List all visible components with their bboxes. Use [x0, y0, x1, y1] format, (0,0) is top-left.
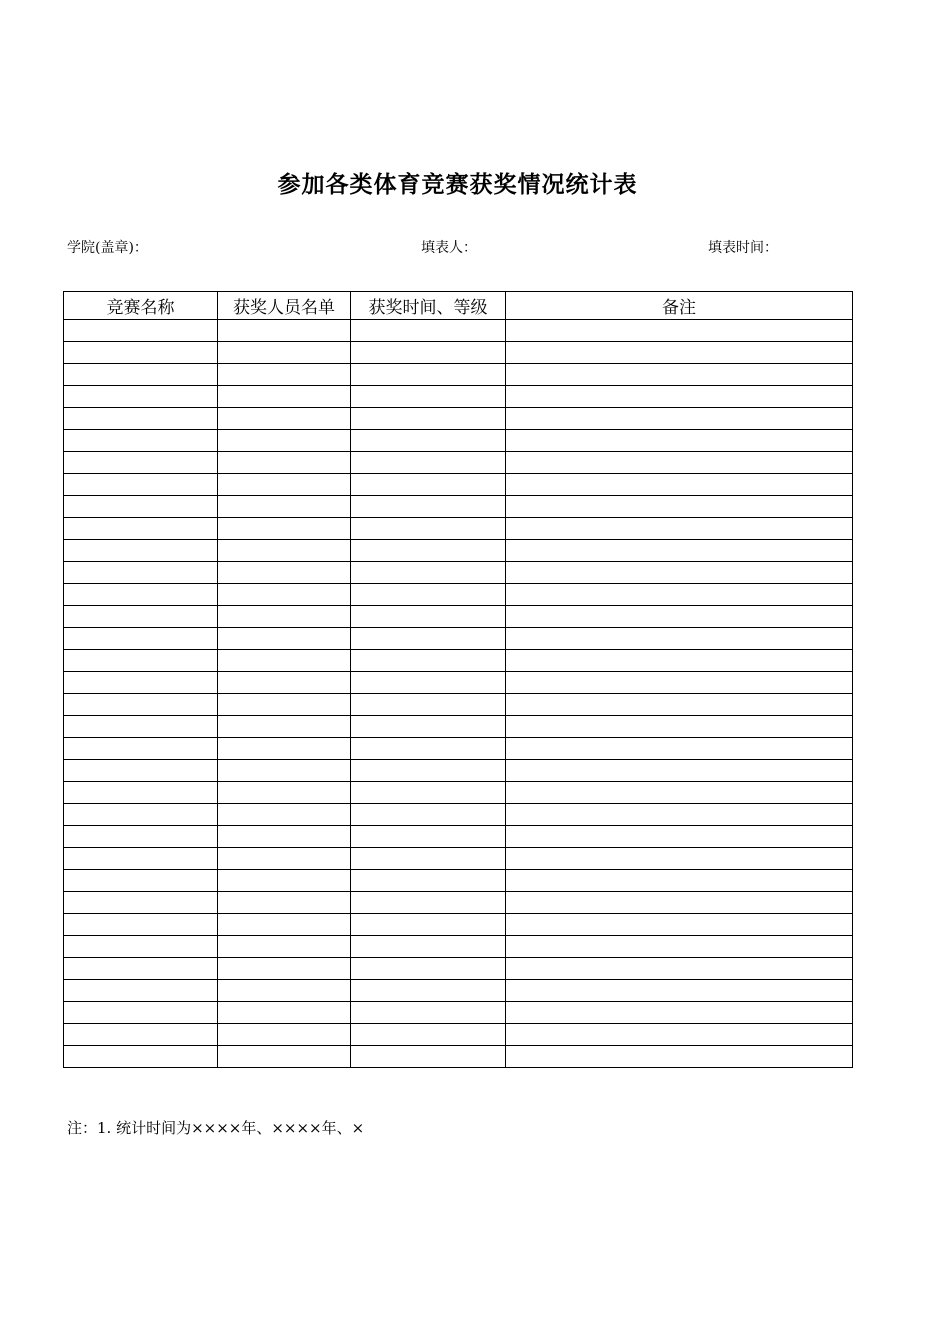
- cell-award-time-level[interactable]: [351, 650, 506, 672]
- cell-winner-list[interactable]: [218, 628, 351, 650]
- cell-winner-list[interactable]: [218, 892, 351, 914]
- cell-winner-list[interactable]: [218, 364, 351, 386]
- cell-competition-name[interactable]: [64, 386, 218, 408]
- cell-competition-name[interactable]: [64, 474, 218, 496]
- table-row: [64, 1024, 853, 1046]
- cell-competition-name[interactable]: [64, 738, 218, 760]
- cell-competition-name[interactable]: [64, 408, 218, 430]
- table-row: [64, 364, 853, 386]
- table-row: [64, 936, 853, 958]
- table-row: [64, 342, 853, 364]
- cell-competition-name[interactable]: [64, 650, 218, 672]
- cell-award-time-level[interactable]: [351, 628, 506, 650]
- table-row: [64, 980, 853, 1002]
- cell-remarks[interactable]: [506, 584, 853, 606]
- cell-remarks[interactable]: [506, 980, 853, 1002]
- cell-award-time-level[interactable]: [351, 562, 506, 584]
- cell-competition-name[interactable]: [64, 430, 218, 452]
- cell-award-time-level[interactable]: [351, 782, 506, 804]
- table-row: [64, 892, 853, 914]
- cell-award-time-level[interactable]: [351, 386, 506, 408]
- cell-winner-list[interactable]: [218, 672, 351, 694]
- table-row: [64, 826, 853, 848]
- cell-competition-name[interactable]: [64, 716, 218, 738]
- cell-remarks[interactable]: [506, 650, 853, 672]
- cell-remarks[interactable]: [506, 408, 853, 430]
- table-row: [64, 496, 853, 518]
- cell-winner-list[interactable]: [218, 452, 351, 474]
- cell-remarks[interactable]: [506, 1002, 853, 1024]
- award-statistics-table: [63, 291, 853, 1068]
- cell-winner-list[interactable]: [218, 320, 351, 342]
- cell-award-time-level[interactable]: [351, 364, 506, 386]
- header-remarks: 备注: [506, 292, 853, 320]
- cell-competition-name[interactable]: [64, 518, 218, 540]
- table-row: [64, 408, 853, 430]
- table-row: [64, 562, 853, 584]
- cell-remarks[interactable]: [506, 672, 853, 694]
- table-row: [64, 672, 853, 694]
- cell-competition-name[interactable]: [64, 496, 218, 518]
- cell-remarks[interactable]: [506, 1046, 853, 1068]
- cell-winner-list[interactable]: [218, 584, 351, 606]
- cell-award-time-level[interactable]: [351, 694, 506, 716]
- cell-competition-name[interactable]: [64, 342, 218, 364]
- cell-award-time-level[interactable]: [351, 452, 506, 474]
- cell-award-time-level[interactable]: [351, 980, 506, 1002]
- cell-winner-list[interactable]: [218, 430, 351, 452]
- table-row: [64, 474, 853, 496]
- cell-winner-list[interactable]: [218, 1024, 351, 1046]
- cell-competition-name[interactable]: [64, 584, 218, 606]
- cell-remarks[interactable]: [506, 804, 853, 826]
- cell-remarks[interactable]: [506, 518, 853, 540]
- table-row: [64, 650, 853, 672]
- fill-date-label: 填表时间：: [708, 240, 778, 256]
- cell-winner-list[interactable]: [218, 540, 351, 562]
- cell-winner-list[interactable]: [218, 804, 351, 826]
- cell-award-time-level[interactable]: [351, 540, 506, 562]
- table-header-row: [64, 292, 853, 320]
- cell-remarks[interactable]: [506, 540, 853, 562]
- cell-award-time-level[interactable]: [351, 672, 506, 694]
- cell-award-time-level[interactable]: [351, 826, 506, 848]
- cell-winner-list[interactable]: [218, 826, 351, 848]
- cell-award-time-level[interactable]: [351, 936, 506, 958]
- cell-winner-list[interactable]: [218, 958, 351, 980]
- cell-winner-list[interactable]: [218, 562, 351, 584]
- cell-remarks[interactable]: [506, 870, 853, 892]
- cell-winner-list[interactable]: [218, 980, 351, 1002]
- cell-competition-name[interactable]: [64, 562, 218, 584]
- cell-competition-name[interactable]: [64, 320, 218, 342]
- cell-remarks[interactable]: [506, 364, 853, 386]
- table-row: [64, 716, 853, 738]
- cell-competition-name[interactable]: [64, 628, 218, 650]
- table-row: [64, 958, 853, 980]
- cell-award-time-level[interactable]: [351, 870, 506, 892]
- cell-winner-list[interactable]: [218, 738, 351, 760]
- cell-award-time-level[interactable]: [351, 716, 506, 738]
- cell-competition-name[interactable]: [64, 364, 218, 386]
- cell-award-time-level[interactable]: [351, 760, 506, 782]
- table-row: [64, 628, 853, 650]
- cell-winner-list[interactable]: [218, 386, 351, 408]
- cell-remarks[interactable]: [506, 892, 853, 914]
- cell-award-time-level[interactable]: [351, 804, 506, 826]
- cell-remarks[interactable]: [506, 738, 853, 760]
- cell-award-time-level[interactable]: [351, 474, 506, 496]
- cell-competition-name[interactable]: [64, 826, 218, 848]
- cell-competition-name[interactable]: [64, 606, 218, 628]
- table-row: [64, 606, 853, 628]
- table-row: [64, 320, 853, 342]
- cell-award-time-level[interactable]: [351, 430, 506, 452]
- cell-winner-list[interactable]: [218, 782, 351, 804]
- header-winner-list: 获奖人员名单: [218, 292, 351, 320]
- cell-winner-list[interactable]: [218, 1046, 351, 1068]
- cell-competition-name[interactable]: [64, 760, 218, 782]
- cell-award-time-level[interactable]: [351, 408, 506, 430]
- cell-competition-name[interactable]: [64, 958, 218, 980]
- table-row: [64, 914, 853, 936]
- cell-winner-list[interactable]: [218, 1002, 351, 1024]
- table-row: [64, 1002, 853, 1024]
- cell-competition-name[interactable]: [64, 804, 218, 826]
- cell-winner-list[interactable]: [218, 848, 351, 870]
- cell-competition-name[interactable]: [64, 782, 218, 804]
- cell-competition-name[interactable]: [64, 870, 218, 892]
- cell-award-time-level[interactable]: [351, 518, 506, 540]
- cell-award-time-level[interactable]: [351, 496, 506, 518]
- cell-award-time-level[interactable]: [351, 342, 506, 364]
- cell-remarks[interactable]: [506, 716, 853, 738]
- table-row: [64, 584, 853, 606]
- cell-winner-list[interactable]: [218, 496, 351, 518]
- cell-winner-list[interactable]: [218, 606, 351, 628]
- cell-award-time-level[interactable]: [351, 914, 506, 936]
- cell-winner-list[interactable]: [218, 474, 351, 496]
- cell-remarks[interactable]: [506, 826, 853, 848]
- cell-remarks[interactable]: [506, 386, 853, 408]
- table-body: [64, 320, 853, 1068]
- table-row: [64, 540, 853, 562]
- table-row: [64, 386, 853, 408]
- cell-award-time-level[interactable]: [351, 1002, 506, 1024]
- filler-label: 填表人：: [421, 240, 477, 256]
- cell-remarks[interactable]: [506, 694, 853, 716]
- cell-competition-name[interactable]: [64, 1002, 218, 1024]
- cell-winner-list[interactable]: [218, 342, 351, 364]
- table-row: [64, 1046, 853, 1068]
- header-competition-name: 竞赛名称: [64, 292, 218, 320]
- cell-award-time-level[interactable]: [351, 1024, 506, 1046]
- cell-remarks[interactable]: [506, 474, 853, 496]
- college-stamp-label: 学院(盖章)：: [67, 240, 148, 256]
- cell-remarks[interactable]: [506, 430, 853, 452]
- cell-winner-list[interactable]: [218, 914, 351, 936]
- table-row: [64, 760, 853, 782]
- cell-remarks[interactable]: [506, 760, 853, 782]
- cell-competition-name[interactable]: [64, 672, 218, 694]
- cell-award-time-level[interactable]: [351, 606, 506, 628]
- cell-competition-name[interactable]: [64, 980, 218, 1002]
- cell-award-time-level[interactable]: [351, 848, 506, 870]
- table-row: [64, 870, 853, 892]
- cell-remarks[interactable]: [506, 782, 853, 804]
- cell-winner-list[interactable]: [218, 870, 351, 892]
- cell-remarks[interactable]: [506, 452, 853, 474]
- cell-award-time-level[interactable]: [351, 738, 506, 760]
- cell-competition-name[interactable]: [64, 452, 218, 474]
- cell-remarks[interactable]: [506, 848, 853, 870]
- footnote: 注：1. 统计时间为××××年、××××年、×: [67, 1119, 365, 1137]
- table-row: [64, 452, 853, 474]
- cell-award-time-level[interactable]: [351, 584, 506, 606]
- cell-competition-name[interactable]: [64, 694, 218, 716]
- table-row: [64, 738, 853, 760]
- cell-competition-name[interactable]: [64, 848, 218, 870]
- cell-remarks[interactable]: [506, 606, 853, 628]
- cell-winner-list[interactable]: [218, 518, 351, 540]
- cell-competition-name[interactable]: [64, 914, 218, 936]
- cell-winner-list[interactable]: [218, 716, 351, 738]
- cell-remarks[interactable]: [506, 958, 853, 980]
- table-row: [64, 782, 853, 804]
- cell-remarks[interactable]: [506, 936, 853, 958]
- table-row: [64, 694, 853, 716]
- header-award-time-level: 获奖时间、等级: [351, 292, 506, 320]
- cell-competition-name[interactable]: [64, 936, 218, 958]
- cell-winner-list[interactable]: [218, 650, 351, 672]
- cell-remarks[interactable]: [506, 320, 853, 342]
- cell-winner-list[interactable]: [218, 936, 351, 958]
- cell-remarks[interactable]: [506, 1024, 853, 1046]
- cell-competition-name[interactable]: [64, 1024, 218, 1046]
- table-row: [64, 518, 853, 540]
- cell-remarks[interactable]: [506, 496, 853, 518]
- page-title: 参加各类体育竞赛获奖情况统计表: [277, 171, 638, 198]
- cell-award-time-level[interactable]: [351, 958, 506, 980]
- cell-award-time-level[interactable]: [351, 320, 506, 342]
- cell-remarks[interactable]: [506, 914, 853, 936]
- cell-award-time-level[interactable]: [351, 1046, 506, 1068]
- cell-competition-name[interactable]: [64, 540, 218, 562]
- cell-award-time-level[interactable]: [351, 892, 506, 914]
- cell-remarks[interactable]: [506, 628, 853, 650]
- cell-remarks[interactable]: [506, 342, 853, 364]
- cell-winner-list[interactable]: [218, 408, 351, 430]
- cell-winner-list[interactable]: [218, 694, 351, 716]
- table-row: [64, 804, 853, 826]
- cell-winner-list[interactable]: [218, 760, 351, 782]
- cell-remarks[interactable]: [506, 562, 853, 584]
- table-row: [64, 848, 853, 870]
- cell-competition-name[interactable]: [64, 892, 218, 914]
- cell-competition-name[interactable]: [64, 1046, 218, 1068]
- table-row: [64, 430, 853, 452]
